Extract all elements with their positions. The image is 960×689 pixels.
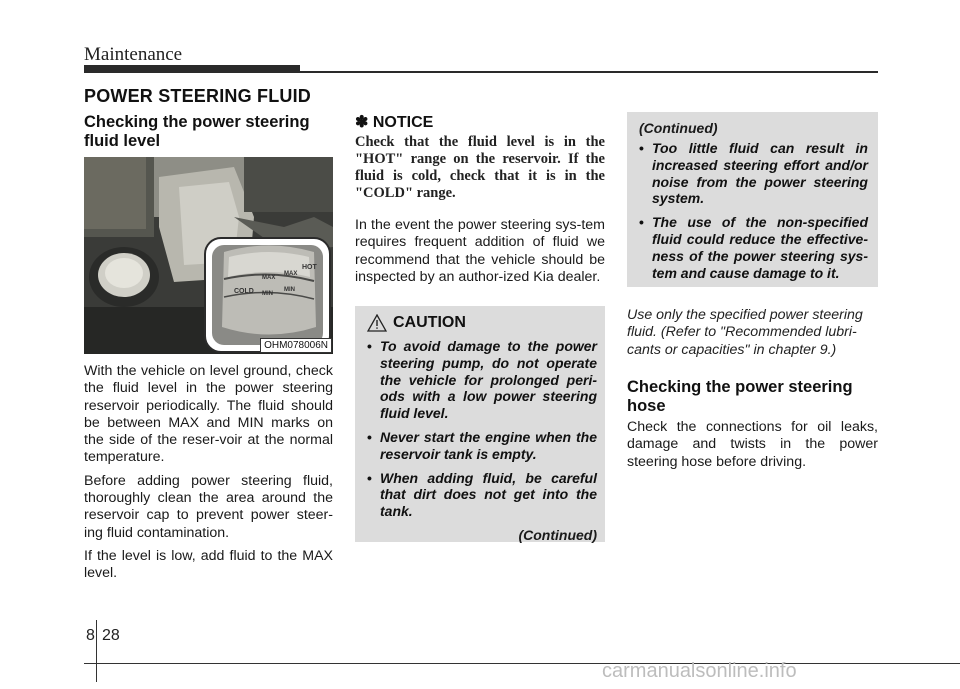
caution-box bbox=[355, 306, 605, 542]
section-title: POWER STEERING FLUID bbox=[84, 86, 312, 106]
specified-fluid-note: Use only the specified power steering fluid. (Refer to "Recommended lubri-cants or capacities" in chapter 9.) bbox=[627, 307, 863, 358]
notice-heading bbox=[355, 112, 605, 132]
page-number-divider bbox=[96, 620, 97, 682]
hot-label: HOT bbox=[302, 264, 317, 271]
frequent-addition-paragraph: In the event the power steering sys-tem requires frequent addition of fluid we recommend that the vehicle should be inspected by an author-ized Kia dealer. bbox=[355, 217, 605, 285]
paragraph: If the level is low, add fluid to the MAX level. bbox=[84, 547, 333, 582]
hose-paragraph: Check the connections for oil leaks, damage and twists in the power steering hose before driving. bbox=[627, 419, 878, 470]
fluid-level-heading: Checking the power steering fluid level bbox=[84, 113, 310, 150]
running-header: Maintenance bbox=[84, 44, 183, 65]
hose-heading: Checking the power steering hose bbox=[627, 378, 853, 415]
fluid-level-body bbox=[84, 363, 333, 589]
chapter-number: 8 bbox=[86, 627, 95, 644]
caution-item: • When adding fluid, be careful that dirt does not get into the tank. bbox=[367, 470, 597, 520]
caution-item: • To avoid damage to the power steering pump, do not operate the vehicle for prolonged peri-ods with a low power steering fluid level. bbox=[367, 338, 597, 422]
caution-title: CAUTION bbox=[393, 314, 466, 331]
continued-label: (Continued) bbox=[639, 120, 718, 136]
warning-triangle-icon bbox=[367, 314, 387, 332]
header-bar bbox=[84, 65, 300, 73]
page-number: 28 bbox=[102, 627, 120, 644]
notice-symbol: ✽ bbox=[355, 114, 369, 131]
min-label-left: MIN bbox=[262, 291, 273, 297]
max-label-left: MAX bbox=[262, 275, 276, 281]
photo-code: OHM078006N bbox=[260, 338, 332, 353]
reservoir-photo bbox=[84, 157, 333, 354]
caution-item: • The use of the non-specified fluid could reduce the effective-ness of the power steering sys-tem and cause damage to it. bbox=[639, 214, 868, 281]
notice-text: Check that the fluid level is in the "HOT" range on the reservoir. If the fluid is cold, check that it is in the "COLD" range. bbox=[355, 134, 605, 201]
continued-label: (Continued) bbox=[518, 526, 597, 543]
continued-caution-box bbox=[627, 112, 878, 287]
notice-title: NOTICE bbox=[372, 114, 434, 131]
caution-item: • Never start the engine when the reservoir tank is empty. bbox=[367, 429, 597, 463]
max-label-right: MAX bbox=[284, 271, 298, 277]
cold-label: COLD bbox=[234, 288, 254, 295]
footer-rule bbox=[84, 663, 960, 664]
paragraph: With the vehicle on level ground, check the fluid level in the power steering reservoir periodically. The fluid should be between MAX and MIN marks on the side of the reser-voir at the normal temperature. bbox=[84, 363, 333, 466]
reservoir-illustration bbox=[84, 157, 333, 354]
paragraph: Before adding power steering fluid, thoroughly clean the area around the reservoir cap to prevent power steer-ing fluid contamination. bbox=[84, 472, 333, 541]
watermark: carmanualsonline.info bbox=[602, 660, 797, 682]
caution-item: • Too little fluid can result in increased steering effort and/or noise from the power steering system. bbox=[639, 140, 868, 207]
min-label-right: MIN bbox=[284, 287, 295, 293]
